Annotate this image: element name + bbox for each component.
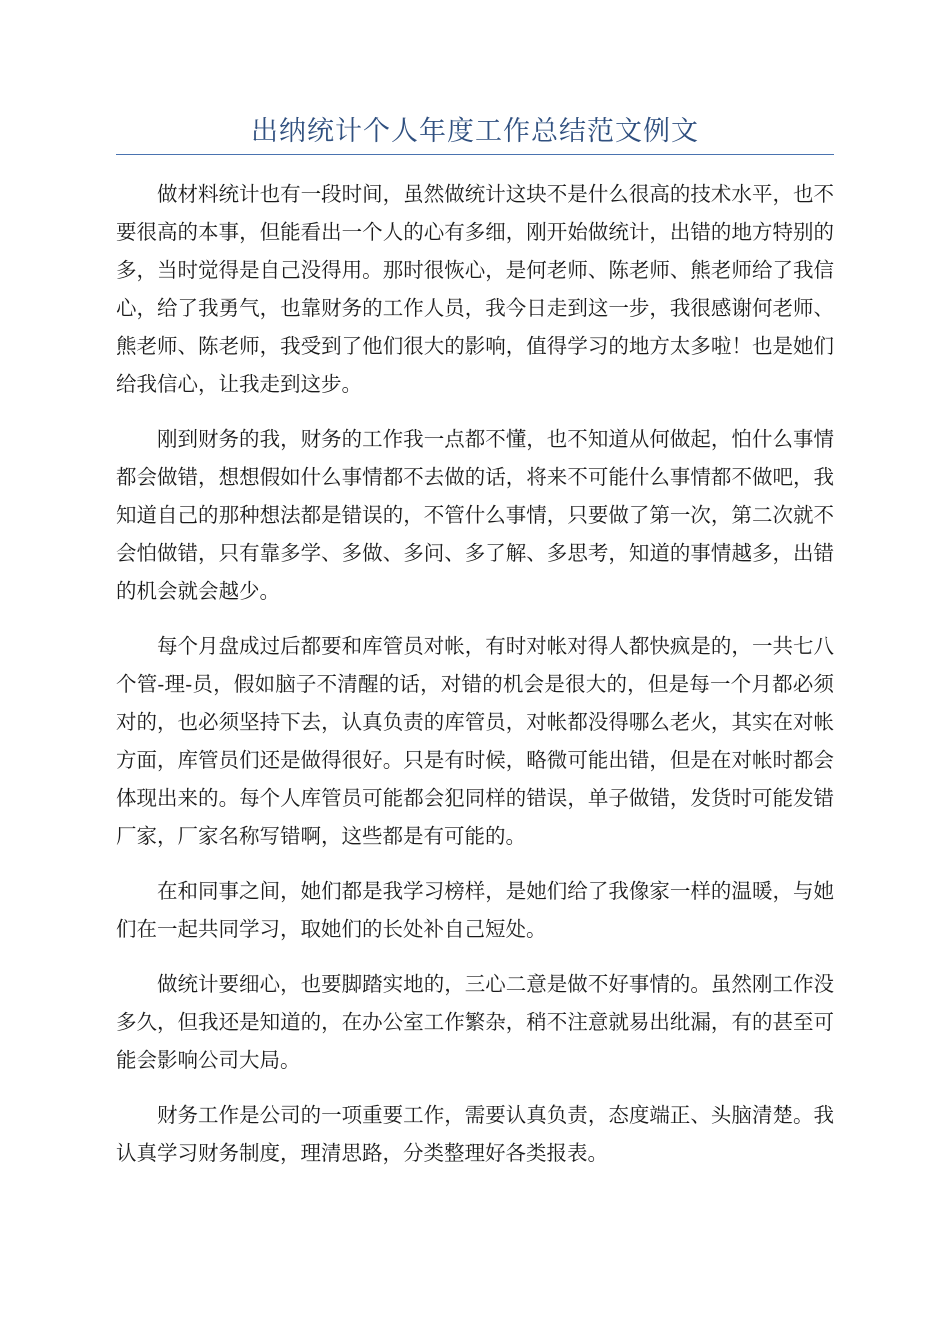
paragraph-6: 财务工作是公司的一项重要工作，需要认真负责，态度端正、头脑清楚。我认真学习财务制度，理清思路，分类整理好各类报表。 [116,1103,834,1165]
paragraph-3: 每个月盘成过后都要和库管员对帐，有时对帐对得人都快疯是的，一共七八个管-理-员，假如脑子不清醒的话，对错的机会是很大的，但是每一个月都必须对的，也必须坚持下去，认真负责的库管员，对帐都没得哪么老火，其实在对帐方面，库管员们还是做得很好。只是有时候，略微可能出错，但是在对帐时都会体现出来的。每个人库管员可能都会犯同样的错误，单子做错，发货时可能发错厂家，厂家名称写错啊，这些都是有可能的。 [116,634,834,848]
paragraph-4: 在和同事之间，她们都是我学习榜样，是她们给了我像家一样的温暖，与她们在一起共同学习，取她们的长处补自己短处。 [116,879,834,941]
document-title: 出纳统计个人年度工作总结范文例文 [251,116,699,147]
title-underline [116,154,834,155]
paragraph-1: 做材料统计也有一段时间，虽然做统计这块不是什么很高的技术水平，也不要很高的本事，但能看出一个人的心有多细，刚开始做统计，出错的地方特别的多，当时觉得是自己没得用。那时很恢心，是何老师、陈老师、熊老师给了我信心，给了我勇气，也靠财务的工作人员，我今日走到这一步，我很感谢何老师、熊老师、陈老师，我受到了他们很大的影响，值得学习的地方太多啦！也是她们给我信心，让我走到这步。 [116,182,834,396]
paragraph-5: 做统计要细心，也要脚踏实地的，三心二意是做不好事情的。虽然刚工作没多久，但我还是知道的，在办公室工作繁杂，稍不注意就易出纰漏，有的甚至可能会影响公司大局。 [116,972,834,1072]
paragraph-2: 刚到财务的我，财务的工作我一点都不懂，也不知道从何做起，怕什么事情都会做错，想想假如什么事情都不去做的话，将来不可能什么事情都不做吧，我知道自己的那种想法都是错误的，不管什么事情，只要做了第一次，第二次就不会怕做错，只有靠多学、多做、多问、多了解、多思考，知道的事情越多，出错的机会就会越少。 [116,427,834,603]
document-body [116,175,834,1189]
